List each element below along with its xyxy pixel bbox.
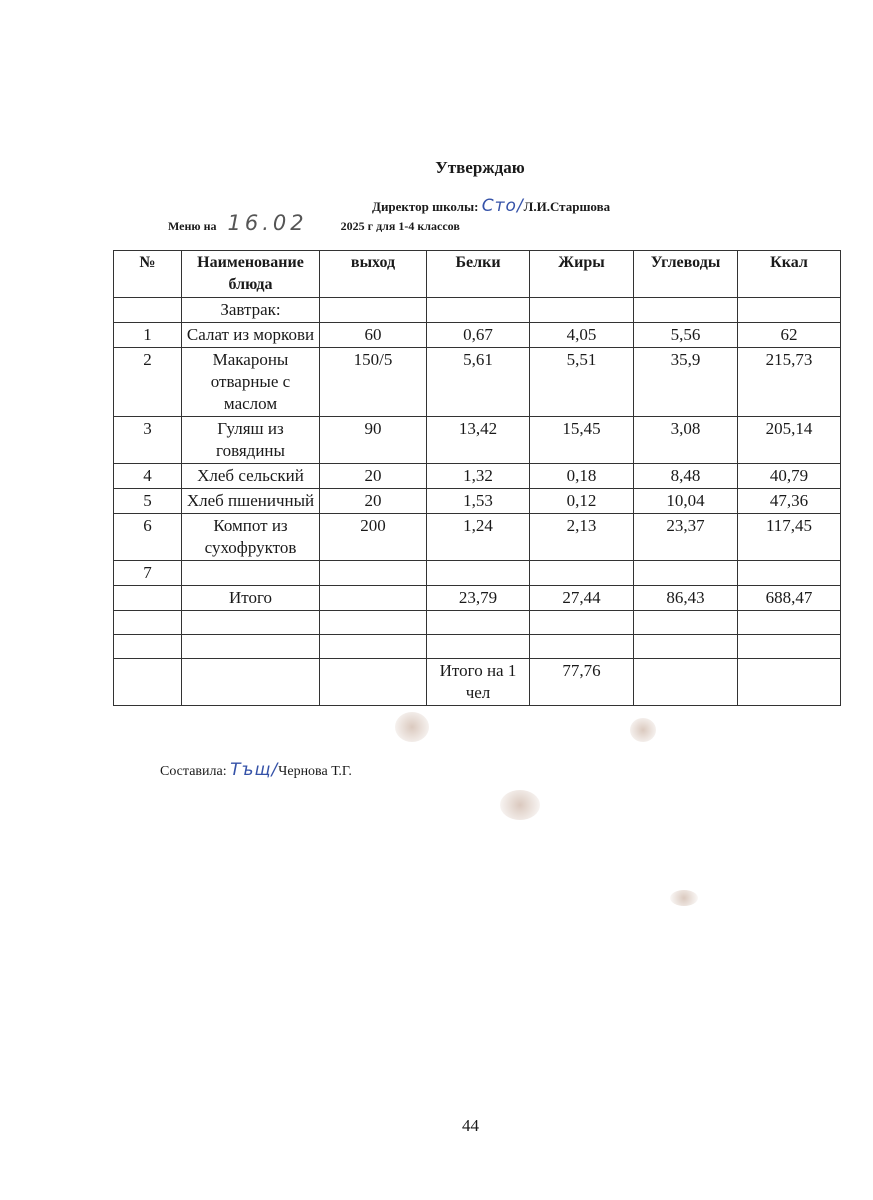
col-dish: Наименование блюда — [182, 251, 320, 298]
table-row: 7 — [114, 561, 841, 586]
table-row: 4 Хлеб сельский 20 1,32 0,18 8,48 40,79 — [114, 464, 841, 489]
director-label: Директор школы: — [372, 199, 479, 214]
composed-label: Составила: — [160, 764, 227, 779]
composer-signature: Тъщ/ — [230, 760, 279, 780]
stain-mark — [670, 890, 698, 906]
total-kcal: 688,47 — [738, 586, 841, 611]
table-row: 1 Салат из моркови 60 0,67 4,05 5,56 62 — [114, 323, 841, 348]
total-label: Итого — [182, 586, 320, 611]
menu-table — [113, 250, 841, 706]
per-person-value: 77,76 — [530, 659, 634, 706]
per-person-row — [114, 659, 841, 706]
total-row — [114, 586, 841, 611]
empty-row — [114, 635, 841, 659]
table-row: 3 Гуляш из говядины 90 13,42 15,45 3,08 205,14 — [114, 417, 841, 464]
col-kcal: Ккал — [738, 251, 841, 298]
table-header-row — [114, 251, 841, 298]
section-label: Завтрак: — [182, 298, 320, 323]
composer-name: Чернова Т.Г. — [278, 764, 352, 779]
col-proteins: Белки — [427, 251, 530, 298]
col-fats: Жиры — [530, 251, 634, 298]
total-carbs: 86,43 — [634, 586, 738, 611]
stain-mark — [500, 790, 540, 820]
table-row: 2 Макароны отварные с маслом 150/5 5,61 5,51 35,9 215,73 — [114, 348, 841, 417]
stain-mark — [630, 718, 656, 742]
col-number: № — [114, 251, 182, 298]
approval-title: Утверждаю — [435, 158, 525, 177]
total-fats: 27,44 — [530, 586, 634, 611]
empty-row — [114, 611, 841, 635]
menu-label: Меню на — [168, 219, 217, 233]
menu-suffix: 2025 г для 1-4 классов — [340, 219, 460, 233]
section-row — [114, 298, 841, 323]
page-number: 44 — [462, 1116, 479, 1135]
col-carbs: Углеводы — [634, 251, 738, 298]
per-person-label: Итого на 1 чел — [427, 659, 530, 706]
table-row: 5 Хлеб пшеничный 20 1,53 0,12 10,04 47,36 — [114, 489, 841, 514]
footer-line — [160, 760, 352, 780]
menu-date: 16.02 — [227, 211, 308, 235]
menu-line — [168, 211, 460, 235]
col-output: выход — [320, 251, 427, 298]
stain-mark — [395, 712, 429, 742]
table-row: 6 Компот из сухофруктов 200 1,24 2,13 23,37 117,45 — [114, 514, 841, 561]
total-proteins: 23,79 — [427, 586, 530, 611]
director-name: Л.И.Старшова — [523, 199, 611, 214]
director-signature: Сто/ — [481, 196, 524, 216]
